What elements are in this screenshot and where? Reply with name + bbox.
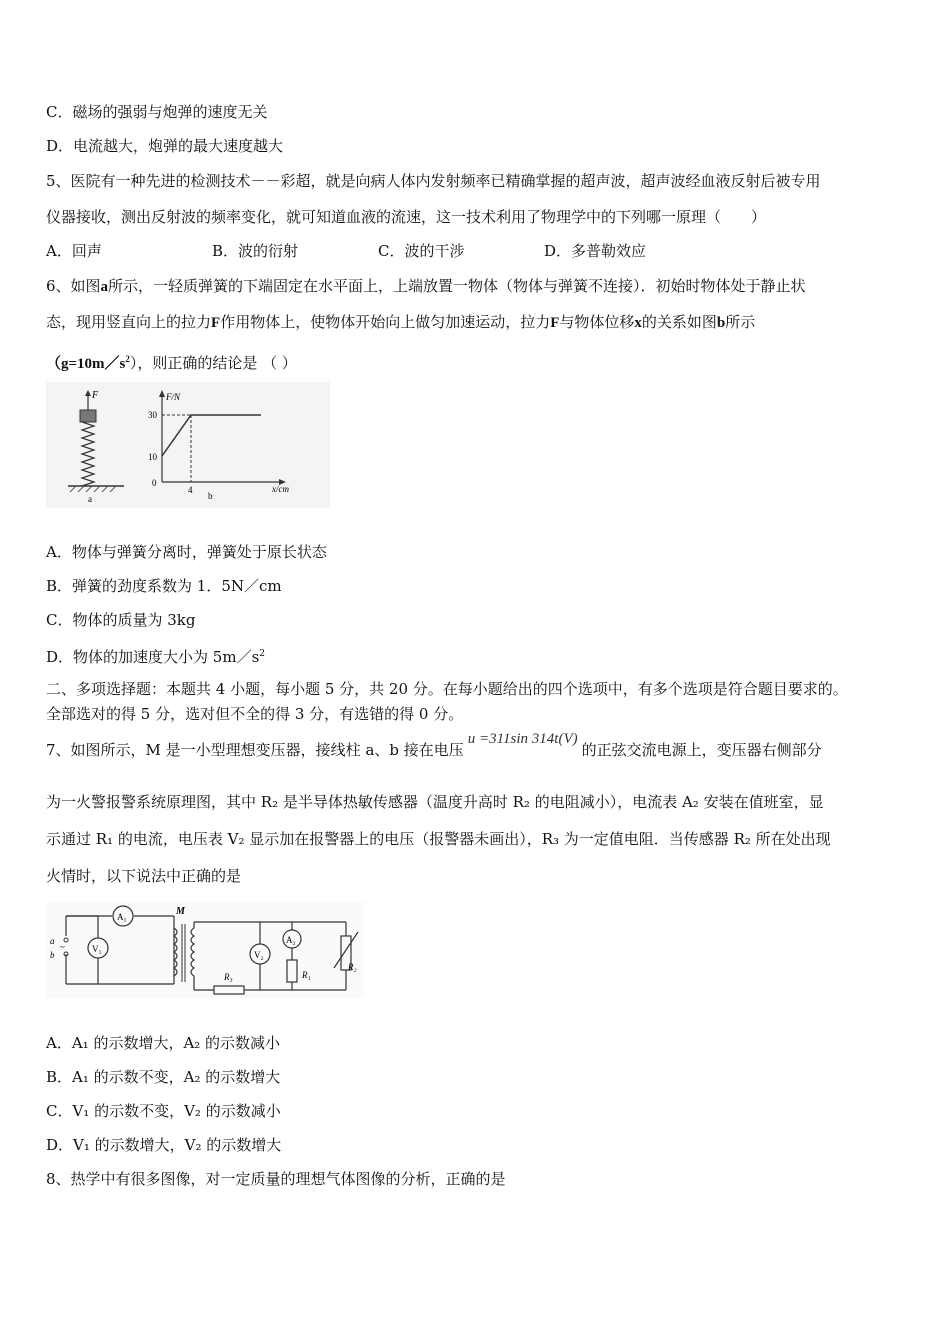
resistor-r1-label: R₁ (302, 970, 311, 980)
q7-stem-line3: 示通过 R₁ 的电流，电压表 V₂ 显示加在报警器上的电压（报警器未画出），R₃ 为一定值电阻．当传感器 R₂ 所在处出现 (46, 830, 831, 848)
q7-option-c: C．V₁ 的示数不变，V₂ 的示数减小 (46, 1102, 281, 1120)
y-tick-30: 30 (148, 410, 157, 420)
y-tick-10: 10 (148, 452, 157, 462)
q7-option-d: D．V₁ 的示数增大，V₂ 的示数增大 (46, 1136, 282, 1154)
q6-option-d: D．物体的加速度大小为 $5m/s^2$ (46, 648, 265, 666)
section2-line1: 二、多项选择题：本题共 4 小题，每小题 5 分，共 20 分。在每小题给出的四个选项中，有多个选项是符合题目要求的。 (46, 680, 848, 698)
transformer-label: M (176, 906, 185, 917)
q6-option-c: C．物体的质量为 3kg (46, 611, 196, 629)
resistor-r1-icon (287, 960, 297, 982)
q4-option-c: C．磁场的强弱与炮弹的速度无关 (46, 103, 268, 121)
q7-stem-line2: 为一火警报警系统原理图，其中 R₂ 是半导体热敏传感器（温度升高时 R₂ 的电阻减小），电流表 A₂ 安装在值班室，显 (46, 793, 824, 811)
q7-option-b: B．A₁ 的示数不变，A₂ 的示数增大 (46, 1068, 281, 1086)
q6-option-a: A．物体与弹簧分离时，弹簧处于原长状态 (46, 543, 327, 561)
q7-circuit-figure (46, 902, 364, 998)
voltmeter-v1-label: V₁ (92, 944, 102, 954)
q8-stem-line1: 8、热学中有很多图像，对一定质量的理想气体图像的分析，正确的是 (46, 1170, 506, 1188)
ac-source-icon: ~ (60, 942, 65, 952)
q7-option-a: A．A₁ 的示数增大，A₂ 的示数减小 (46, 1034, 281, 1052)
thermistor-r2-label: R₂ (348, 962, 357, 972)
q7-stem-line1: 7、如图所示，M 是一小型理想变压器，接线柱 a、b 接在电压u =311sin 314t(V)的正弦交流电源上，变压器右侧部分 (46, 731, 822, 759)
ammeter-a1-label: A₁ (117, 912, 127, 922)
voltmeter-v2-label: V₂ (254, 950, 264, 960)
voltage-formula: u =311sin 314t(V) (467, 731, 578, 747)
q6-figure (46, 382, 330, 508)
q5-options (46, 241, 646, 261)
q5-stem-line2: 仪器接收，测出反射波的频率变化，就可知道血液的流速，这一技术利用了物理学中的下列哪一原理（ ） (46, 208, 767, 226)
fig-f-label: F (92, 390, 99, 401)
q5-option-d: D．多普勒效应 (544, 242, 647, 260)
section2-line2: 全部选对的得 5 分，选对但不全的得 3 分，有选错的得 0 分。 (46, 705, 464, 723)
terminal-b: b (50, 950, 55, 960)
block-icon (80, 410, 96, 422)
fig-caption-a: a (88, 494, 92, 504)
q6-stem-line3: $(g=10m/s^2)$，则正确的结论是 （ ） (46, 354, 297, 372)
q5-option-b: B．波的衍射 (212, 242, 299, 260)
q5-option-a: A．回声 (46, 242, 102, 260)
q6-option-b: B．弹簧的劲度系数为 1．5N／cm (46, 577, 282, 595)
resistor-r3-icon (214, 986, 244, 994)
ammeter-a2-label: A₂ (286, 935, 296, 945)
terminal-a: a (50, 936, 55, 946)
x-axis-label: x/cm (272, 484, 289, 494)
q5-option-c: C．波的干涉 (378, 242, 465, 260)
fig-caption-b: b (208, 491, 213, 501)
y-axis-label: F/N (166, 392, 181, 402)
q4-option-d: D．电流越大，炮弹的最大速度越大 (46, 137, 284, 155)
q6-stem-line2: 态，现用竖直向上的拉力F作用物体上，使物体开始向上做匀加速运动，拉力F与物体位移x的关系如图b所示 (46, 313, 756, 331)
x-tick-4: 4 (188, 485, 193, 495)
resistor-r3-label: R₃ (224, 972, 233, 982)
q7-stem-line4: 火情时，以下说法中正确的是 (46, 867, 242, 885)
q5-stem-line1: 5、医院有一种先进的检测技术－－彩超，就是向病人体内发射频率已精确掌握的超声波，超声波经血液反射后被专用 (46, 172, 821, 190)
q6-stem-line1: 6、如图a所示，一轻质弹簧的下端固定在水平面上，上端放置一物体（物体与弹簧不连接）．初始时物体处于静止状 (46, 277, 806, 295)
origin-label: 0 (152, 478, 157, 488)
